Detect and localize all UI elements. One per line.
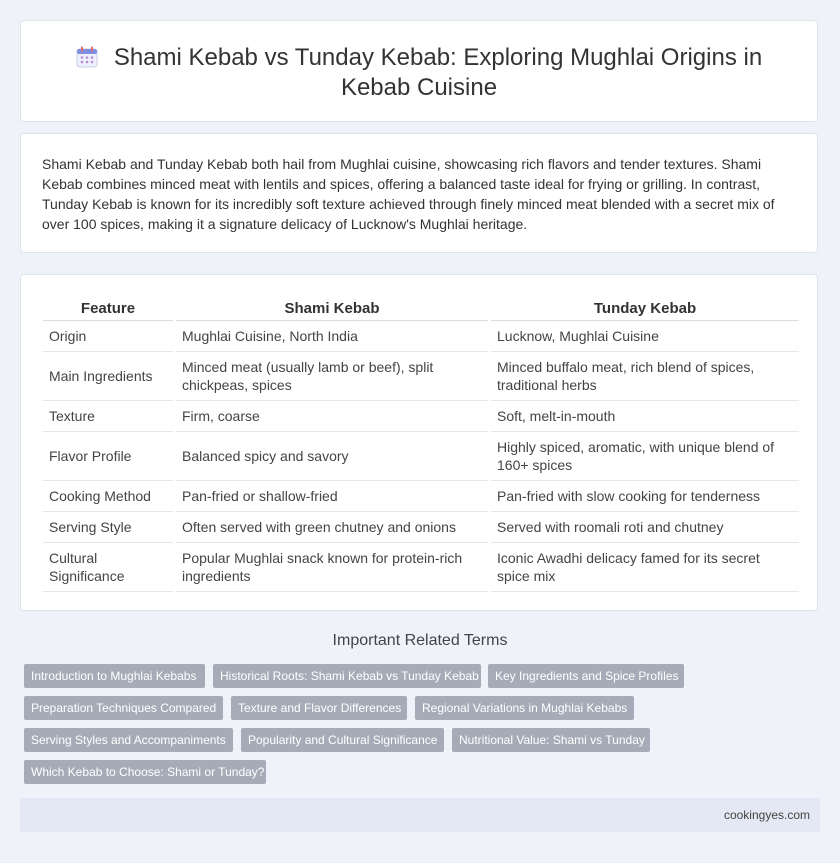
calendar-icon xyxy=(76,46,98,68)
related-term-tag[interactable]: Serving Styles and Accompaniments xyxy=(24,728,233,752)
shami-cell: Minced meat (usually lamb or beef), split chickpeas, spices xyxy=(175,352,490,401)
related-term-tag[interactable]: Popularity and Cultural Significance xyxy=(241,728,444,752)
header-tunday-kebab: Tunday Kebab xyxy=(490,294,800,321)
shami-cell: Often served with green chutney and onions xyxy=(175,512,490,543)
related-term-tag[interactable]: Introduction to Mughlai Kebabs xyxy=(24,664,205,688)
related-term-tag[interactable]: Regional Variations in Mughlai Kebabs xyxy=(415,696,634,720)
page-title: Shami Kebab vs Tunday Kebab: Exploring Mughlai Origins in Kebab Cuisine xyxy=(113,44,763,101)
feature-cell: Main Ingredients xyxy=(43,352,175,401)
related-term-tag[interactable]: Nutritional Value: Shami vs Tunday xyxy=(452,728,650,752)
header-feature: Feature xyxy=(43,294,175,321)
table-row xyxy=(43,432,799,481)
shami-cell: Firm, coarse xyxy=(175,401,490,432)
feature-cell: Texture xyxy=(43,401,175,432)
intro-card xyxy=(20,133,818,253)
table-header-row xyxy=(43,294,799,321)
header-card xyxy=(20,20,818,122)
feature-cell: Cooking Method xyxy=(43,481,175,512)
page-title-block xyxy=(61,43,777,103)
tunday-cell: Soft, melt-in-mouth xyxy=(490,401,800,432)
tunday-cell: Iconic Awadhi delicacy famed for its secret spice mix xyxy=(490,543,800,592)
header-shami-kebab: Shami Kebab xyxy=(175,294,490,321)
shami-cell: Balanced spicy and savory xyxy=(175,432,490,481)
comparison-card xyxy=(20,274,818,611)
comparison-table xyxy=(43,294,799,592)
table-row xyxy=(43,512,799,543)
related-term-tag[interactable]: Key Ingredients and Spice Profiles xyxy=(488,664,684,688)
intro-paragraph: Shami Kebab and Tunday Kebab both hail from Mughlai cuisine, showcasing rich flavors and tender textures. Shami Kebab combines minced meat with lentils and spices, offering a balanced taste ideal for frying or grilling. In contrast, Tunday Kebab is known for its incredibly soft texture achieved through finely minced meat blended with a secret mix of over 100 spices, making it a signature delicacy of Lucknow's Mughlai heritage. xyxy=(42,156,775,232)
feature-cell: Flavor Profile xyxy=(43,432,175,481)
footer xyxy=(20,798,820,832)
tunday-cell: Served with roomali roti and chutney xyxy=(490,512,800,543)
related-term-tag[interactable]: Texture and Flavor Differences xyxy=(231,696,407,720)
shami-cell: Popular Mughlai snack known for protein-rich ingredients xyxy=(175,543,490,592)
feature-cell: Origin xyxy=(43,321,175,352)
tunday-cell: Pan-fried with slow cooking for tenderness xyxy=(490,481,800,512)
shami-cell: Mughlai Cuisine, North India xyxy=(175,321,490,352)
related-term-tag[interactable]: Preparation Techniques Compared xyxy=(24,696,223,720)
table-row xyxy=(43,481,799,512)
table-row xyxy=(43,401,799,432)
shami-cell: Pan-fried or shallow-fried xyxy=(175,481,490,512)
related-terms-title: Important Related Terms xyxy=(332,632,508,649)
table-row xyxy=(43,543,799,592)
table-row xyxy=(43,352,799,401)
feature-cell: Cultural Significance xyxy=(43,543,175,592)
tunday-cell: Lucknow, Mughlai Cuisine xyxy=(490,321,800,352)
tunday-cell: Highly spiced, aromatic, with unique blend of 160+ spices xyxy=(490,432,800,481)
table-row xyxy=(43,321,799,352)
related-term-tag[interactable]: Historical Roots: Shami Kebab vs Tunday Kebab xyxy=(213,664,481,688)
feature-cell: Serving Style xyxy=(43,512,175,543)
related-term-tag[interactable]: Which Kebab to Choose: Shami or Tunday? xyxy=(24,760,266,784)
tunday-cell: Minced buffalo meat, rich blend of spices, traditional herbs xyxy=(490,352,800,401)
footer-site-link[interactable]: cookingyes.com xyxy=(723,808,810,822)
